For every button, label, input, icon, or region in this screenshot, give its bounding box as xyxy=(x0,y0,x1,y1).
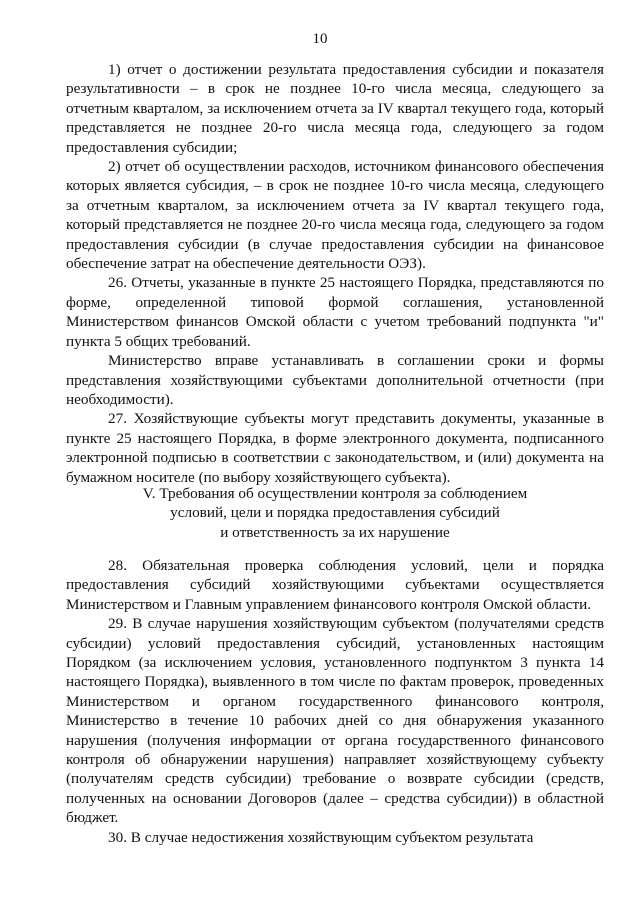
paragraph-subitem-1: 1) отчет о достижении результата предоставления субсидии и показателя результативности – в срок не позднее 10-го числа месяца, следующего за отчетным кварталом, за исключением отчета за IV квартал текущего года, который представляется не позднее 20-го числа месяца года, следующего за годом предоставления субсидии; xyxy=(66,61,604,156)
paragraph-28: 28. Обязательная проверка соблюдения условий, цели и порядка предоставления субсидий хозяйствующими субъектами осуществляется Министерством и Главным управлением финансового контроля Омской области. xyxy=(66,557,604,613)
body-text-bottom xyxy=(66,556,604,847)
paragraph-ministry-rights: Министерство вправе устанавливать в соглашении сроки и формы представления хозяйствующими субъектами дополнительной отчетности (при необходимости). xyxy=(66,352,604,408)
page-number: 10 xyxy=(312,31,328,47)
body-text-top xyxy=(66,60,604,487)
paragraph-29: 29. В случае нарушения хозяйствующим субъектом (получателями средств субсидии) условий предоставления субсидий, установленных настоящим Порядком (за исключением условия, установленного подпунктом 3 пункта 14 настоящего Порядка), выявленного в том числе по фактам проверок, проведенных Министерством и органом государственного финансового контроля, Министерство в течение 10 рабочих дней со дня обнаружения указанного нарушения (получения информации от органа государственного финансового контроля об обнаружении нарушения) направляет хозяйствующему субъекту (получателям средств субсидии) требование о возврате субсидии (средств, полученных на основании Договоров (далее – средства субсидии)) в областной бюджет. xyxy=(66,615,604,827)
section-heading xyxy=(66,484,604,542)
paragraph-30: 30. В случае недостижения хозяйствующим субъектом результата xyxy=(108,828,534,846)
paragraph-27: 27. Хозяйствующие субъекты могут представить документы, указанные в пункте 25 настоящего Порядка, в форме электронного документа, подписанного электронной подписью в соответствии с законодательством, и (или) документа на бумажном носителе (по выбору хозяйствующего субъекта). xyxy=(66,410,604,486)
paragraph-26: 26. Отчеты, указанные в пункте 25 настоящего Порядка, представляются по форме, определенной типовой формой соглашения, установленной Министерством финансов Омской области с учетом требований подпункта "и" пункта 5 общих требований. xyxy=(66,274,604,350)
section-heading-line-2: условий, цели и порядка предоставления субсидий xyxy=(170,504,500,522)
section-heading-line-1: V. Требования об осуществлении контроля за соблюдением xyxy=(142,485,528,502)
paragraph-subitem-2: 2) отчет об осуществлении расходов, источником финансового обеспечения которых является субсидия, – в срок не позднее 10-го числа месяца, следующего за отчетным кварталом, за исключением отчета за IV квартал текущего года, который представляется не позднее 20-го числа месяца года, следующего за годом предоставления субсидии (в случае предоставления субсидии на финансовое обеспечение затрат на обеспечение деятельности ОЭЗ). xyxy=(66,158,604,273)
section-heading-line-3: и ответственность за их нарушение xyxy=(220,523,450,541)
